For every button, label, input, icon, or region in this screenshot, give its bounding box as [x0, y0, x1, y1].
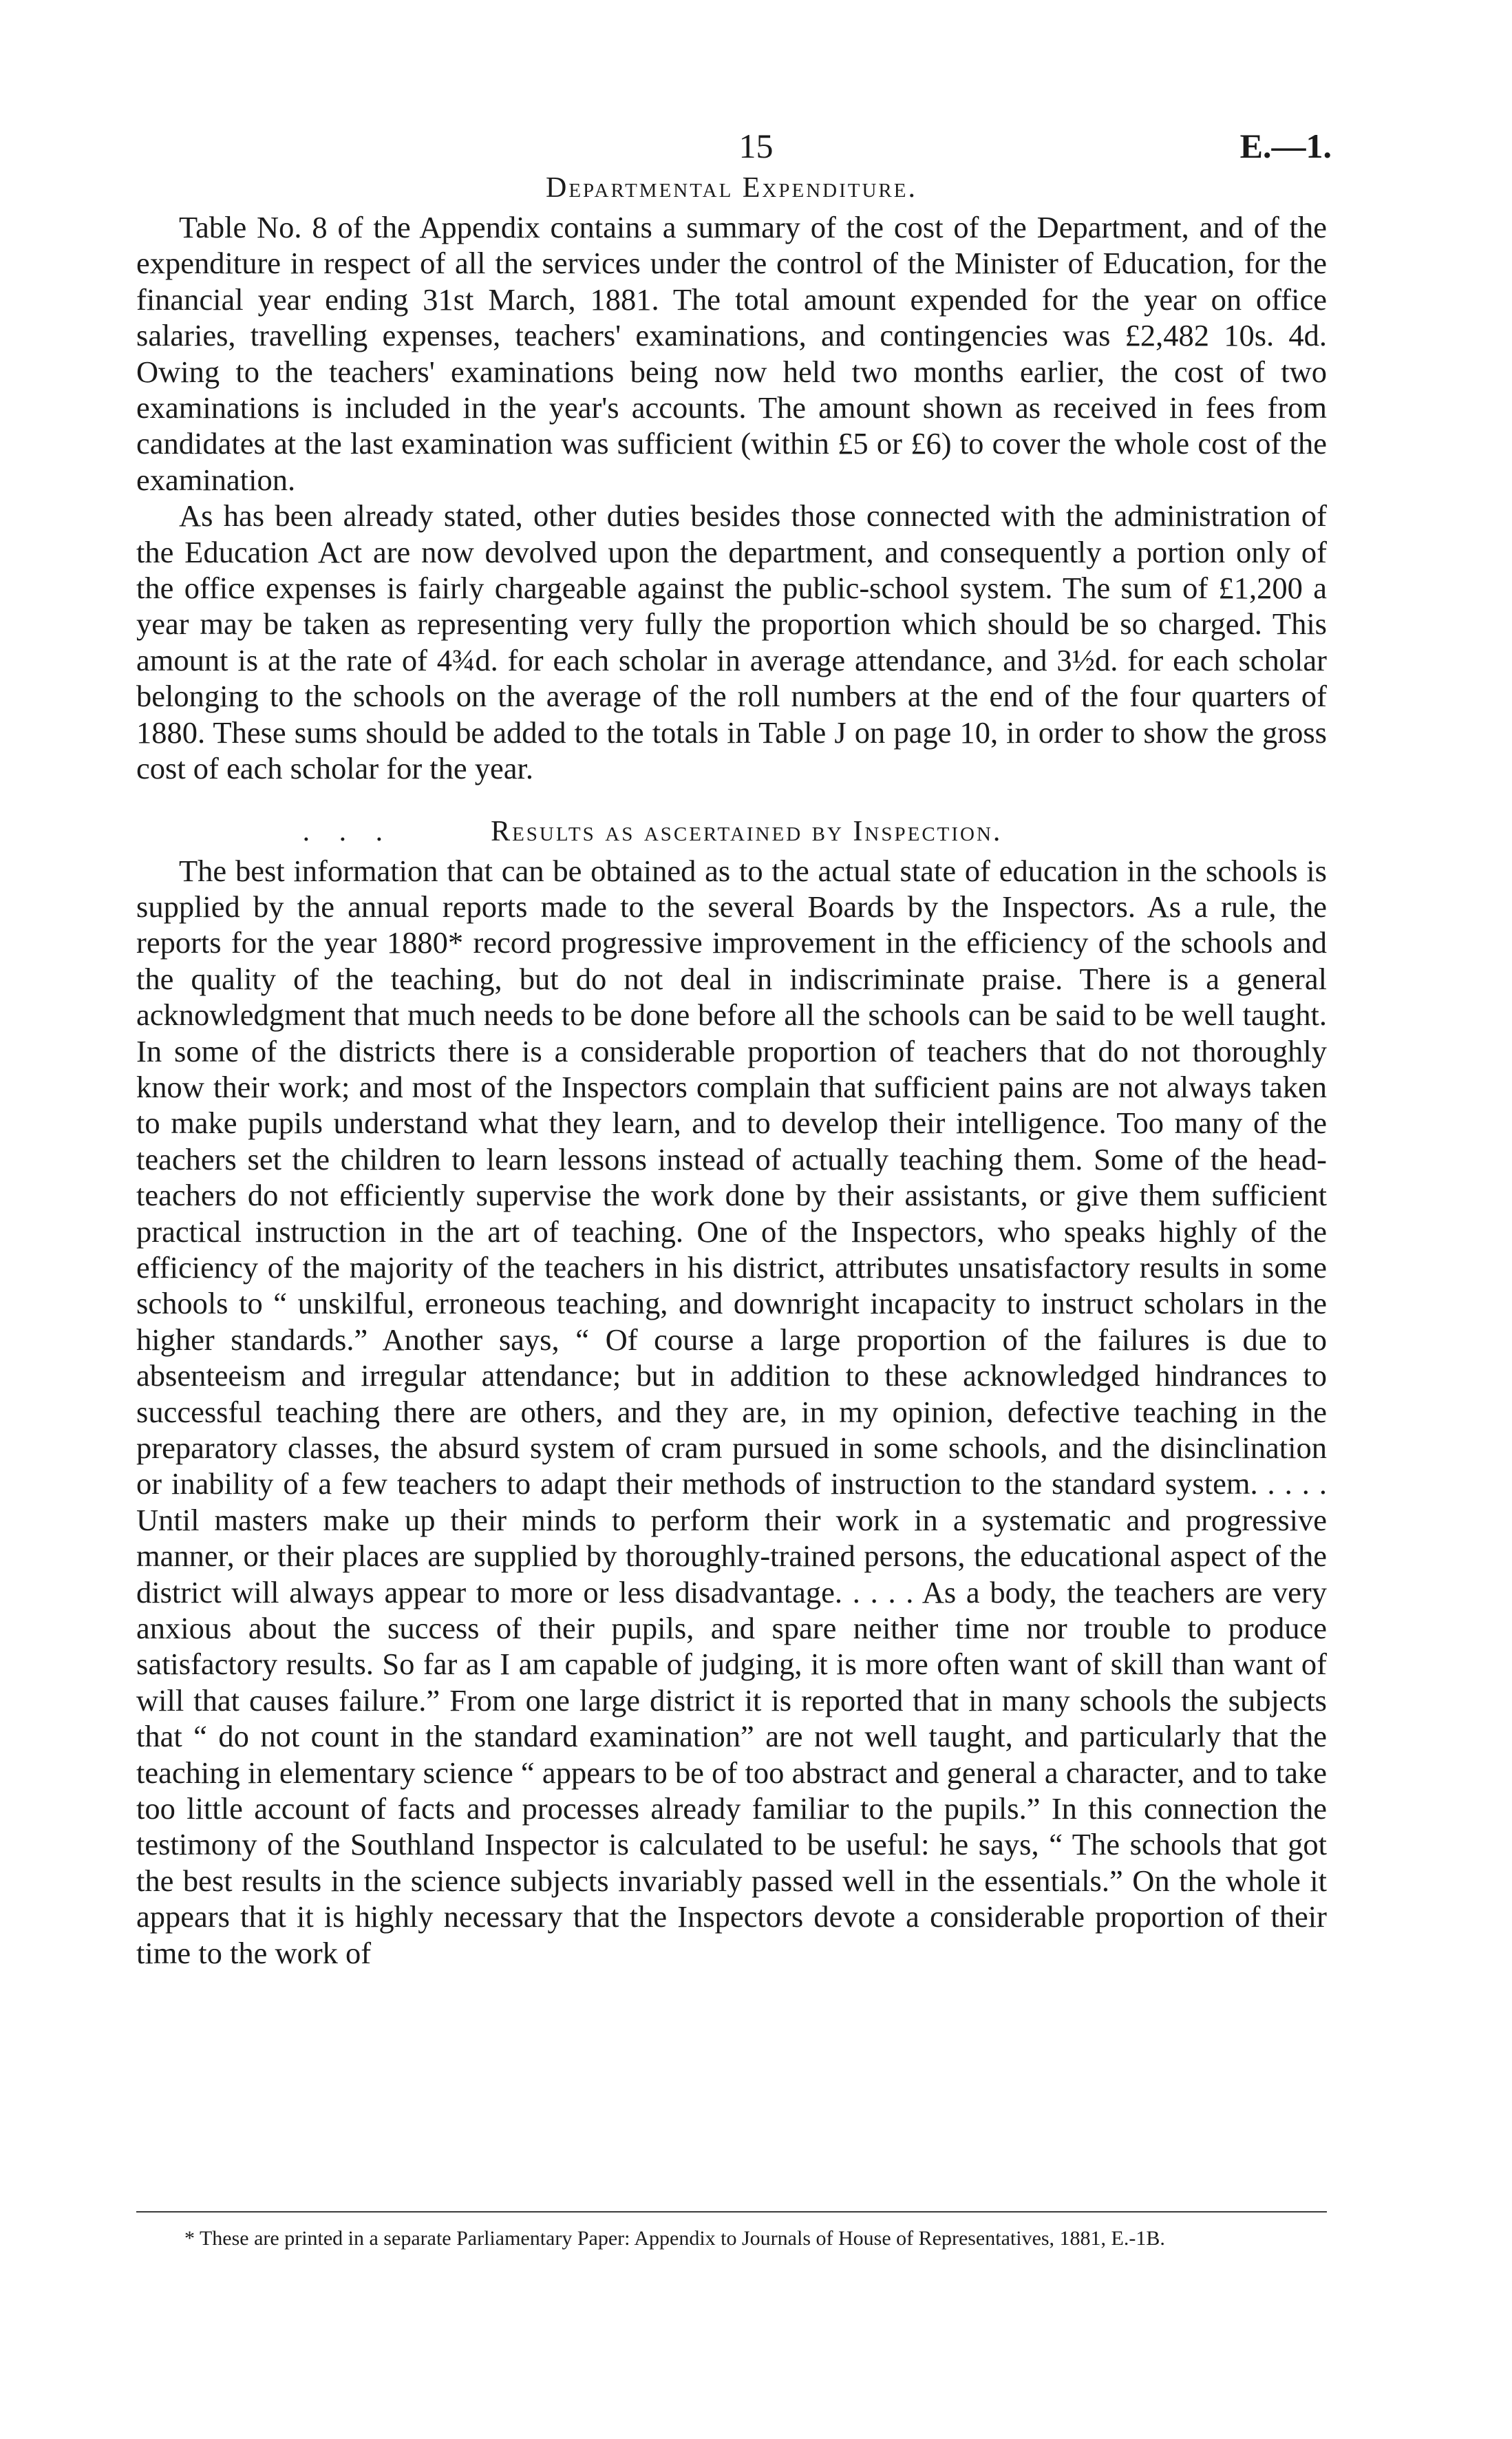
- paragraph: As has been already stated, other duties besides those connected with the administration of the Education Act are now devolved upon the department, and consequently a portion only of the office expenses is fairly chargeable against the public-school system. The sum of £1,200 a year may be taken as representing very fully the proportion which should be so charged. This amount is at the rate of 4¾d. for each scholar in average attendance, and 3½d. for each scholar belonging to the schools on the average of the roll numbers at the end of the four quarters of 1880. These sums should be added to the totals in Table J on page 10, in order to show the gross cost of each scholar for the year.: [136, 498, 1327, 786]
- heading-dots: . . .: [302, 815, 394, 847]
- footnote-divider: [136, 2211, 1327, 2213]
- document-reference: E.—1.: [1239, 127, 1332, 165]
- section-departmental-expenditure: [136, 169, 1327, 787]
- page-number: 15: [738, 127, 774, 165]
- page-body: [136, 169, 1327, 1971]
- section-heading: [136, 813, 1327, 850]
- paragraph: The best information that can be obtained as to the actual state of education in the schools is supplied by the annual reports made to the several Boards by the Inspectors. As a rule, the reports for the year 1880* record progressive improvement in the efficiency of the schools and the quality of the teaching, but do not deal in indiscriminate praise. There is a general acknowledgment that much needs to be done before all the schools can be said to be well taught. In some of the districts there is a considerable proportion of teachers that do not thoroughly know their work; and most of the Inspectors complain that sufficient pains are not always taken to make pupils understand what they learn, and to develop their intelligence. Too many of the teachers set the children to learn lessons instead of actually teaching them. Some of the head-teachers do not efficiently supervise the work done by their assistants, or give them sufficient practical instruction in the art of teaching. One of the Inspectors, who speaks highly of the efficiency of the majority of the teachers in his district, attributes unsatisfactory results in some schools to “ unskilful, erroneous teaching, and downright incapacity to instruct scholars in the higher standards.” Another says, “ Of course a large proportion of the failures is due to absenteeism and irregular attendance; but in addition to these acknowledged hindrances to successful teaching there are others, and they are, in my opinion, defective teaching in the preparatory classes, the absurd system of cram pursued in some schools, and the disinclination or inability of a few teachers to adapt their methods of instruction to the standard system. . . . . Until masters make up their minds to perform their work in a systematic and progressive manner, or their places are supplied by thoroughly-trained persons, the educational aspect of the district will always appear to more or less disadvantage. . . . . As a body, the teachers are very anxious about the success of their pupils, and spare neither time nor trouble to produce satisfactory results. So far as I am capable of judging, it is more often want of skill than want of will that causes failure.” From one large district it is reported that in many schools the subjects that “ do not count in the standard examination” are not well taught, and particularly that the teaching in elementary science “ appears to be of too abstract and general a character, and to take too little account of facts and processes already familiar to the pupils.” In this connection the testimony of the Southland Inspector is calculated to be useful: he says, “ The schools that got the best results in the science subjects invariably passed well in the essentials.” On the whole it appears that it is highly necessary that the Inspectors devote a considerable proportion of their time to the work of: [136, 853, 1327, 1970]
- footnote: * These are printed in a separate Parliamentary Paper: Appendix to Journals of House of Representatives, 1881, E.-1B.: [184, 2227, 1165, 2250]
- section-results-inspection: [136, 813, 1327, 1972]
- section-heading-text: Results as ascertained by Inspection.: [491, 815, 1003, 847]
- section-heading: Departmental Expenditure.: [546, 172, 917, 204]
- paragraph: Table No. 8 of the Appendix contains a summary of the cost of the Department, and of the expenditure in respect of all the services under the control of the Minister of Education, for the financial year ending 31st March, 1881. The total amount expended for the year on office salaries, travelling expenses, teachers' examinations, and contingencies was £2,482 10s. 4d. Owing to the teachers' examinations being now held two months earlier, the cost of two examinations is included in the year's accounts. The amount shown as received in fees from candidates at the last examination was sufficient (within £5 or £6) to cover the whole cost of the examination.: [136, 210, 1327, 497]
